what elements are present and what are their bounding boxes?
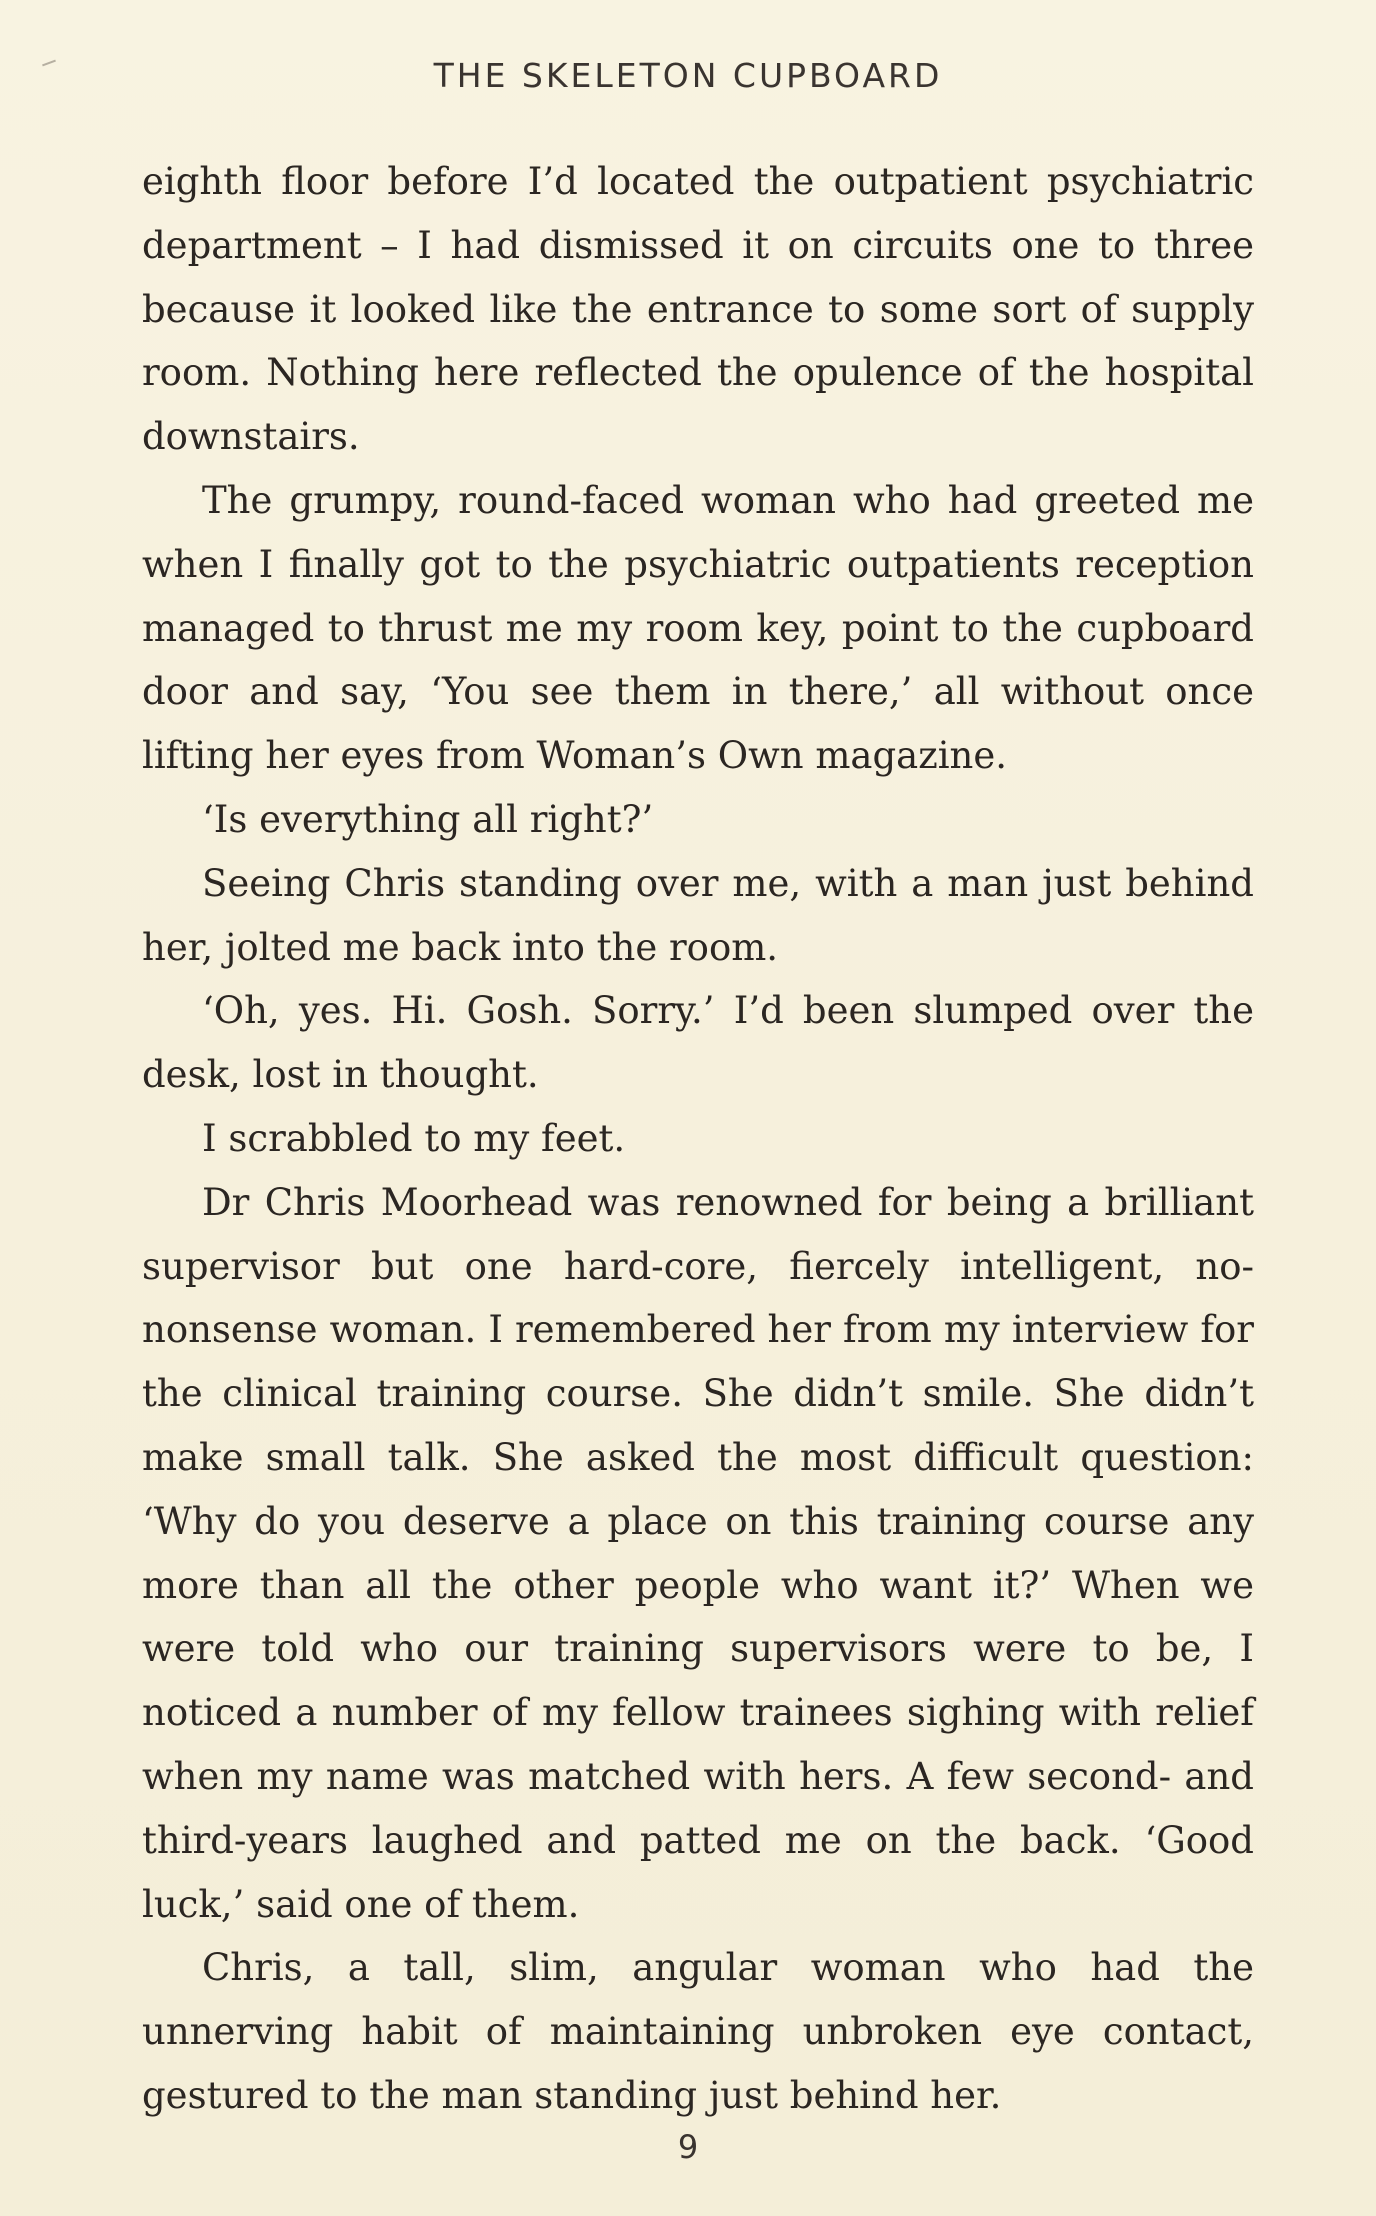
paragraph: Dr Chris Moorhead was renowned for being a brilliant supervisor but one hard-core, fiercely intelligent, no-nonsense woman. I remembered her from my interview for the clinical training course. She didn’t smile. She didn’t make small talk. She asked the most difficult question: ‘Why do you deserve a place on this training course any more than all the other people who want it?’ When we were told who our training supervisors were to be, I noticed a number of my fellow trainees sighing with relief when my name was matched with hers. A few second- and third-years laughed and patted me on the back. ‘Good luck,’ said one of them. <box>142 1180 1254 1926</box>
page-number: 9 <box>677 2128 699 2166</box>
paragraph: The grumpy, round-faced woman who had greeted me when I finally got to the psychiatric outpatients reception managed to thrust me my room key, point to the cupboard door and say, ‘You see them in there,’ all without once lifting her eyes from Woman’s Own magazine. <box>142 478 1254 778</box>
paragraph: I scrabbled to my feet. <box>202 1116 626 1160</box>
paragraph: Chris, a tall, slim, angular woman who had the unnerving habit of maintaining unbroken eye contact, gestured to the man standing just behind her. <box>142 1946 1254 2117</box>
body-text <box>142 150 1254 2128</box>
paragraph: ‘Oh, yes. Hi. Gosh. Sorry.’ I’d been slumped over the desk, lost in thought. <box>142 989 1254 1097</box>
paragraph: ‘Is everything all right?’ <box>202 797 654 841</box>
paragraph: Seeing Chris standing over me, with a man just behind her, jolted me back into the room. <box>142 861 1254 969</box>
paragraph: eighth floor before I’d located the outpatient psychiatric department – I had dismissed it on circuits one to three because it looked like the entrance to some sort of supply room. Nothing here reflected the opulence of the hospital downstairs. <box>142 160 1254 459</box>
running-head: THE SKELETON CUPBOARD <box>433 56 943 95</box>
